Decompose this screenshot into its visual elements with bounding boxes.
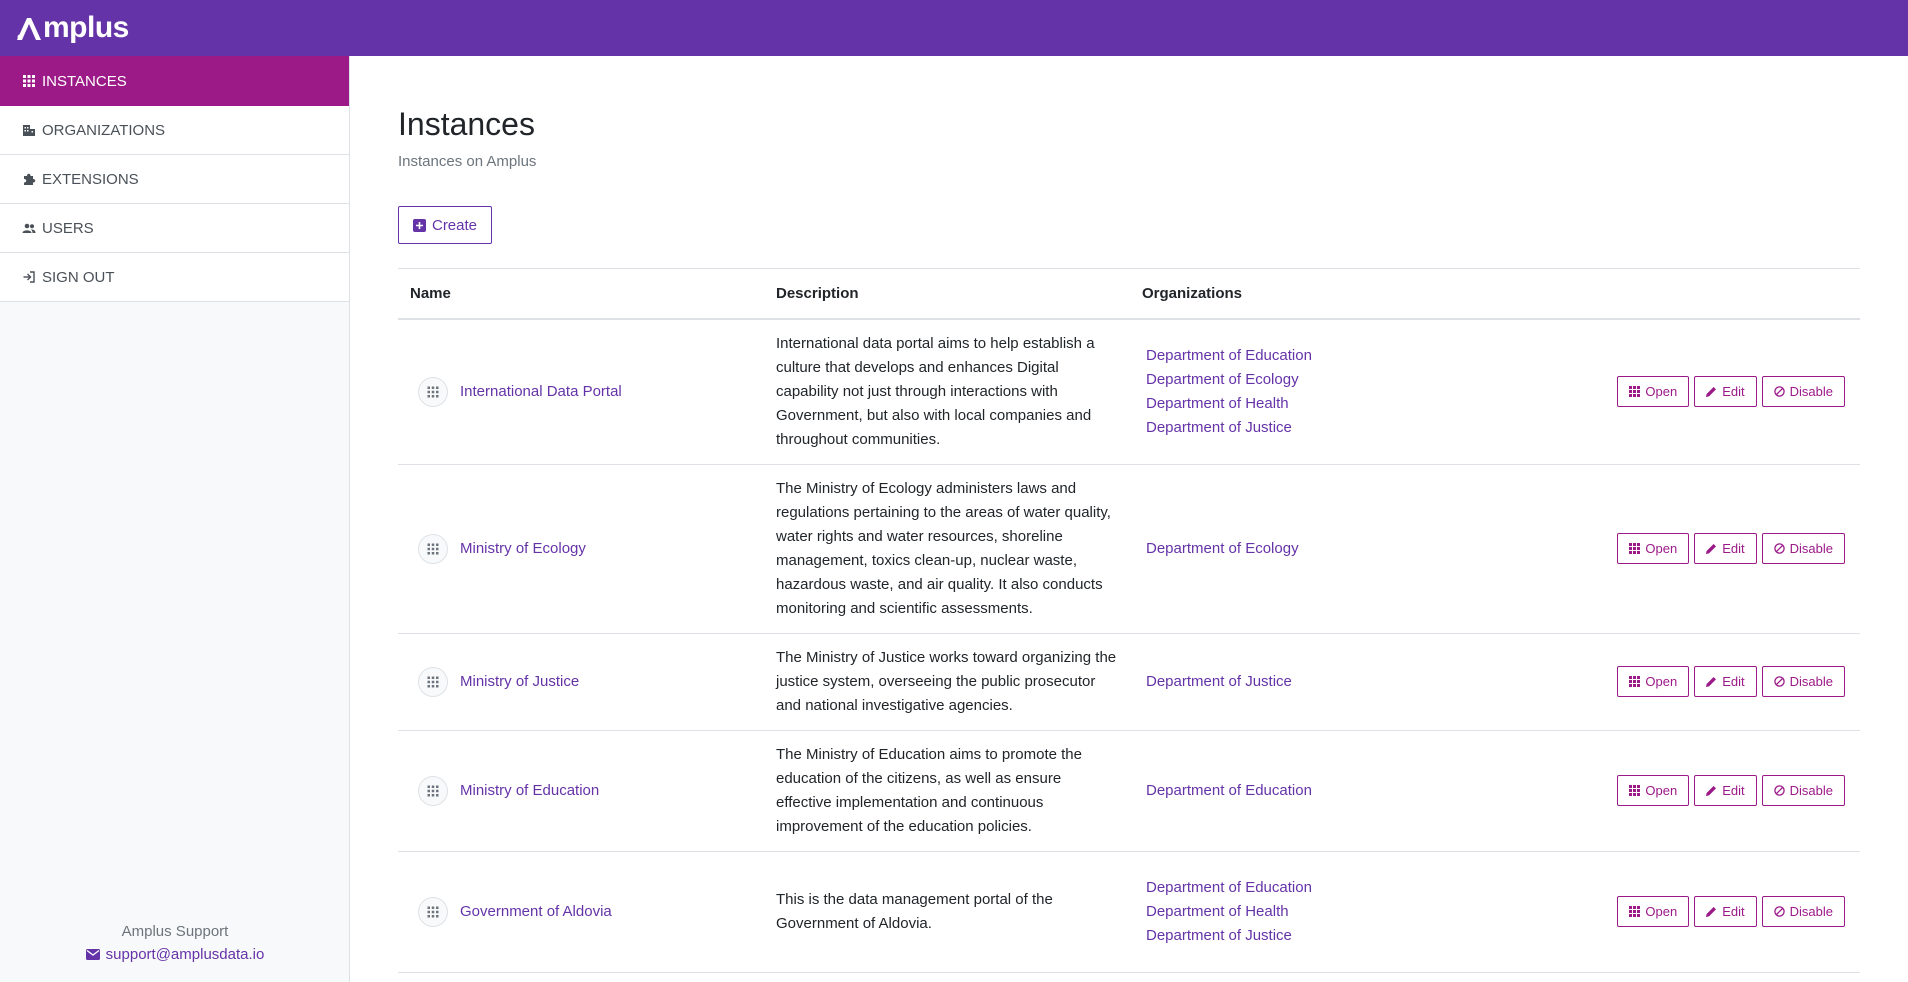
pencil-icon bbox=[1706, 676, 1722, 687]
organization-link[interactable]: Department of Education bbox=[1146, 878, 1312, 896]
plus-square-icon bbox=[413, 219, 426, 232]
column-header-description: Description bbox=[764, 269, 1130, 319]
instance-name-group bbox=[398, 667, 764, 697]
instance-name-link[interactable]: Ministry of Education bbox=[460, 782, 600, 799]
grid-icon bbox=[1629, 386, 1645, 397]
edit-button-label: Edit bbox=[1722, 541, 1745, 556]
sidebar-item-instances[interactable] bbox=[0, 56, 349, 106]
cell-description: International data portal aims to help establish a culture that develops and enhances Digital capability not just through interactions with Government, but also with local companies and throughout communities. bbox=[764, 319, 1130, 465]
pencil-icon bbox=[1706, 386, 1722, 397]
disable-button[interactable] bbox=[1762, 533, 1845, 564]
sidebar-item-label: INSTANCES bbox=[42, 72, 127, 90]
support-email-link[interactable] bbox=[86, 946, 265, 963]
logo-text: mplus bbox=[43, 11, 129, 44]
sidebar-item-label: USERS bbox=[42, 219, 94, 237]
instance-grid-icon bbox=[418, 534, 448, 564]
cell-organizations bbox=[1130, 319, 1496, 465]
grid-icon bbox=[22, 74, 36, 88]
table-row bbox=[398, 851, 1860, 972]
open-button-label: Open bbox=[1645, 904, 1678, 919]
edit-button[interactable] bbox=[1694, 376, 1756, 407]
organization-link[interactable]: Department of Justice bbox=[1146, 926, 1292, 944]
disable-button[interactable] bbox=[1762, 775, 1845, 806]
organization-link[interactable]: Department of Ecology bbox=[1146, 370, 1299, 388]
instance-grid-icon bbox=[418, 776, 448, 806]
sidebar-nav bbox=[0, 56, 349, 302]
edit-button-label: Edit bbox=[1722, 674, 1745, 689]
cell-description: The Ministry of Education aims to promote the education of the citizens, as well as ensure effective implementation and continuous improvement of the education policies. bbox=[764, 730, 1130, 851]
grid-icon bbox=[1629, 543, 1645, 554]
envelope-icon bbox=[86, 949, 100, 960]
disable-button[interactable] bbox=[1762, 896, 1845, 927]
sidebar-item-organizations[interactable] bbox=[0, 106, 349, 155]
open-button-label: Open bbox=[1645, 783, 1678, 798]
edit-button[interactable] bbox=[1694, 896, 1756, 927]
disable-button-label: Disable bbox=[1789, 674, 1833, 689]
sidebar-item-label: ORGANIZATIONS bbox=[42, 121, 166, 139]
support-email: support@amplusdata.io bbox=[105, 946, 265, 963]
ban-icon bbox=[1774, 676, 1790, 687]
cell-name bbox=[398, 633, 764, 730]
instance-name-link[interactable]: Ministry of Justice bbox=[460, 673, 580, 690]
cell-name bbox=[398, 319, 764, 465]
instance-name-link[interactable]: International Data Portal bbox=[460, 383, 622, 400]
instance-name-group bbox=[398, 897, 764, 927]
organization-link[interactable]: Department of Justice bbox=[1146, 672, 1292, 690]
grid-icon bbox=[1629, 785, 1645, 796]
support-section bbox=[0, 923, 350, 964]
sidebar-item-sign-out[interactable] bbox=[0, 253, 349, 302]
edit-button-label: Edit bbox=[1722, 783, 1745, 798]
cell-organizations bbox=[1130, 464, 1496, 633]
disable-button-label: Disable bbox=[1789, 541, 1833, 556]
pencil-icon bbox=[1706, 785, 1722, 796]
open-button[interactable] bbox=[1617, 896, 1689, 927]
create-button-label: Create bbox=[431, 216, 478, 234]
organization-link[interactable]: Department of Education bbox=[1146, 346, 1312, 364]
disable-button-label: Disable bbox=[1789, 384, 1833, 399]
table-row bbox=[398, 464, 1860, 633]
table-row bbox=[398, 319, 1860, 465]
open-button-label: Open bbox=[1645, 674, 1678, 689]
ban-icon bbox=[1774, 386, 1790, 397]
building-icon bbox=[22, 123, 36, 137]
disable-button[interactable] bbox=[1762, 666, 1845, 697]
cell-name bbox=[398, 464, 764, 633]
ban-icon bbox=[1774, 906, 1790, 917]
cell-description: This is the data management portal of the Government of Aldovia. bbox=[764, 851, 1130, 972]
cell-organizations bbox=[1130, 851, 1496, 972]
sidebar-item-label: EXTENSIONS bbox=[42, 170, 139, 188]
table-row bbox=[398, 730, 1860, 851]
instance-name-group bbox=[398, 377, 764, 407]
organization-link[interactable]: Department of Justice bbox=[1146, 418, 1292, 436]
create-button[interactable] bbox=[398, 206, 492, 244]
column-header-actions bbox=[1496, 269, 1860, 319]
instance-grid-icon bbox=[418, 897, 448, 927]
cell-name bbox=[398, 851, 764, 972]
top-bar bbox=[0, 0, 1908, 56]
instances-table bbox=[398, 268, 1860, 973]
disable-button-label: Disable bbox=[1789, 904, 1833, 919]
open-button[interactable] bbox=[1617, 533, 1689, 564]
pencil-icon bbox=[1706, 543, 1722, 554]
sign-out-icon bbox=[22, 270, 36, 284]
amplus-logo[interactable] bbox=[15, 11, 129, 45]
table-header-row bbox=[398, 269, 1860, 319]
organization-link[interactable]: Department of Health bbox=[1146, 902, 1289, 920]
amplus-logo-icon bbox=[15, 14, 43, 42]
open-button-label: Open bbox=[1645, 541, 1678, 556]
grid-icon bbox=[1629, 676, 1645, 687]
open-button-label: Open bbox=[1645, 384, 1678, 399]
instance-name-link[interactable]: Government of Aldovia bbox=[460, 903, 612, 920]
instance-name-link[interactable]: Ministry of Ecology bbox=[460, 540, 586, 557]
sidebar-item-label: SIGN OUT bbox=[42, 268, 115, 286]
cell-actions bbox=[1496, 633, 1860, 730]
cell-organizations bbox=[1130, 730, 1496, 851]
cell-actions bbox=[1496, 319, 1860, 465]
users-icon bbox=[22, 221, 36, 235]
open-button[interactable] bbox=[1617, 775, 1689, 806]
table-row bbox=[398, 633, 1860, 730]
page-subtitle: Instances on Amplus bbox=[398, 153, 537, 170]
edit-button-label: Edit bbox=[1722, 384, 1745, 399]
edit-button[interactable] bbox=[1694, 775, 1756, 806]
column-header-organizations: Organizations bbox=[1130, 269, 1496, 319]
edit-button-label: Edit bbox=[1722, 904, 1745, 919]
ban-icon bbox=[1774, 543, 1790, 554]
cell-actions bbox=[1496, 851, 1860, 972]
puzzle-icon bbox=[22, 172, 36, 186]
pencil-icon bbox=[1706, 906, 1722, 917]
instance-grid-icon bbox=[418, 667, 448, 697]
column-header-name: Name bbox=[398, 269, 764, 319]
sidebar bbox=[0, 56, 350, 982]
support-title: Amplus Support bbox=[121, 923, 229, 940]
sidebar-item-extensions[interactable] bbox=[0, 155, 349, 204]
organization-link[interactable]: Department of Education bbox=[1146, 781, 1312, 799]
edit-button[interactable] bbox=[1694, 666, 1756, 697]
cell-description: The Ministry of Ecology administers laws and regulations pertaining to the areas of water quality, water rights and water resources, shoreline management, toxics clean-up, nuclear waste, hazardous waste, and air quality. It also conducts monitoring and scientific assessments. bbox=[764, 464, 1130, 633]
instance-name-group bbox=[398, 534, 764, 564]
instance-name-group bbox=[398, 776, 764, 806]
organization-link[interactable]: Department of Ecology bbox=[1146, 539, 1299, 557]
ban-icon bbox=[1774, 785, 1790, 796]
cell-name bbox=[398, 730, 764, 851]
cell-organizations bbox=[1130, 633, 1496, 730]
page-title: Instances bbox=[398, 106, 535, 142]
organization-link[interactable]: Department of Health bbox=[1146, 394, 1289, 412]
cell-actions bbox=[1496, 730, 1860, 851]
grid-icon bbox=[1629, 906, 1645, 917]
cell-actions bbox=[1496, 464, 1860, 633]
edit-button[interactable] bbox=[1694, 533, 1756, 564]
sidebar-item-users[interactable] bbox=[0, 204, 349, 253]
disable-button[interactable] bbox=[1762, 376, 1845, 407]
disable-button-label: Disable bbox=[1789, 783, 1833, 798]
cell-description: The Ministry of Justice works toward organizing the justice system, overseeing the public prosecutor and national investigative agencies. bbox=[764, 633, 1130, 730]
open-button[interactable] bbox=[1617, 376, 1689, 407]
open-button[interactable] bbox=[1617, 666, 1689, 697]
instance-grid-icon bbox=[418, 377, 448, 407]
